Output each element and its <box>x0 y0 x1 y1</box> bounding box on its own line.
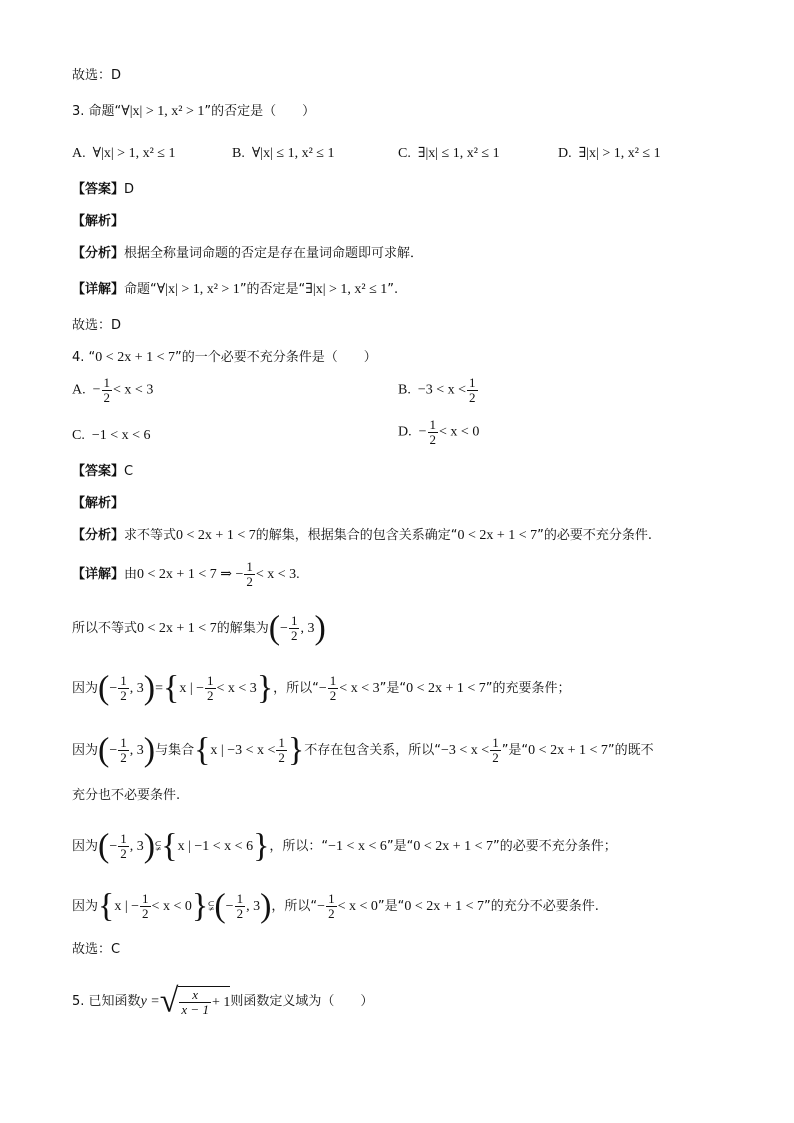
option-label: A. <box>72 146 86 161</box>
denominator: 2 <box>120 846 127 861</box>
option-label: D. <box>558 146 572 161</box>
solution-text: ”是“ <box>379 681 407 696</box>
denominator: 2 <box>236 906 244 921</box>
math-expression: 0 < 2x + 1 < 7 <box>457 528 538 543</box>
option-label: C. <box>72 428 85 443</box>
math-expression: < x < 3. <box>255 567 300 582</box>
question-number: 4. <box>72 350 85 365</box>
denominator: 2 <box>492 750 499 765</box>
analysis-text: 求不等式 <box>124 528 177 543</box>
math-expression: , 3 <box>300 621 315 636</box>
text-line <box>72 66 121 86</box>
math-expression: 0 < 2x + 1 < 7 <box>413 839 494 854</box>
denominator: 2 <box>142 906 149 921</box>
math-expression: 0 < 2x + 1 < 7 ⇒ − <box>137 567 244 582</box>
option-b <box>232 144 334 164</box>
denominator: x − 1 <box>181 1002 209 1017</box>
question-3 <box>72 102 315 122</box>
option-text: < x < 3 <box>113 382 154 398</box>
fraction <box>244 560 255 589</box>
numerator: 1 <box>329 673 337 688</box>
left-brace: { <box>194 731 211 769</box>
numerator: 1 <box>207 673 214 688</box>
option-c <box>398 144 500 164</box>
fraction <box>235 892 246 921</box>
sqrt-expression <box>159 982 231 1020</box>
math-expression: 0 < 2x + 1 < 7 <box>95 350 175 365</box>
fraction <box>118 674 129 703</box>
solution-text: ”是“ <box>377 899 405 914</box>
analysis-line <box>72 526 652 546</box>
option-d <box>398 418 479 447</box>
numerator: 1 <box>246 559 253 574</box>
math-expression: ∀|x| > 1, x² > 1 <box>156 282 240 297</box>
text-line <box>72 940 120 960</box>
detail-text: ”. <box>387 282 399 297</box>
solution-text: 与集合 <box>155 743 195 758</box>
denominator: 2 <box>120 688 127 703</box>
solution-text: 因为 <box>72 899 99 914</box>
math-expression: ∀|x| > 1, x² > 1 <box>121 104 205 119</box>
answer-tag: 【答案】 <box>72 464 125 479</box>
minus-sign: − <box>318 681 327 696</box>
comma: , 3 <box>129 681 144 696</box>
option-label: C. <box>398 146 411 161</box>
analysis-text: 的解集，根据集合的包含关系确定“ <box>255 528 458 543</box>
solution-text: 所以不等式 <box>72 621 138 636</box>
answer-line <box>72 462 133 482</box>
denominator: 2 <box>120 750 127 765</box>
fraction <box>276 736 287 765</box>
text-line <box>72 316 121 336</box>
math-expression: 0 < 2x + 1 < 7 <box>404 899 485 914</box>
numerator: 1 <box>290 613 298 628</box>
option-text: −3 < x < <box>417 382 467 398</box>
analysis-text: ”的必要不充分条件. <box>537 528 653 543</box>
solution-text: 因为 <box>72 839 99 854</box>
solution-line <box>72 669 571 707</box>
option-a <box>72 376 153 405</box>
detail-text: 命题“ <box>124 282 157 297</box>
math-expression: 0 < 2x + 1 < 7 <box>137 621 217 636</box>
left-paren: ( <box>98 731 110 769</box>
answer-tag: 【答案】 <box>72 182 125 197</box>
solution-line <box>72 887 599 925</box>
option-d <box>558 144 661 164</box>
right-brace: } <box>191 887 209 925</box>
analysis-line <box>72 244 423 264</box>
fraction <box>490 736 501 765</box>
fraction <box>326 892 337 921</box>
subset-symbol: ⫋ <box>155 839 162 854</box>
denominator: 2 <box>207 688 214 703</box>
math-expression: 0 < 2x + 1 < 7 <box>406 681 486 696</box>
right-paren: ) <box>143 669 156 707</box>
radicand <box>178 986 230 1017</box>
math-expression: < x < 3 <box>339 681 380 696</box>
fraction <box>467 376 478 405</box>
right-paren: ) <box>143 731 156 769</box>
option-text: ∃|x| > 1, x² ≤ 1 <box>578 146 661 161</box>
question-text: ”的否定是（ ） <box>204 104 316 119</box>
left-brace: { <box>162 669 180 707</box>
comma: , 3 <box>246 899 261 914</box>
option-a <box>72 144 175 164</box>
left-paren: ( <box>268 609 281 647</box>
solution-text: ”是“ <box>501 743 529 758</box>
denominator: 2 <box>328 906 335 921</box>
option-label: B. <box>398 382 411 398</box>
equals-sign: = <box>155 681 163 696</box>
math-expression: x | − <box>179 681 205 696</box>
numerator: 1 <box>142 891 149 906</box>
denominator: 2 <box>246 574 253 589</box>
solution-text: ”的必要不充分条件； <box>493 839 617 854</box>
solution-line <box>72 786 180 806</box>
option-label: D. <box>398 424 412 440</box>
numerator: 1 <box>120 673 127 688</box>
question-text: 已知函数 <box>88 994 141 1009</box>
left-paren: ( <box>98 827 110 865</box>
answer-line <box>72 180 134 200</box>
solution-text: ”的充分不必要条件. <box>484 899 599 914</box>
solution-text: ”是“ <box>386 839 414 854</box>
math-expression: ∃|x| > 1, x² ≤ 1 <box>305 282 388 297</box>
solution-text: 不存在包含关系，所以“ <box>304 743 441 758</box>
numerator: 1 <box>492 735 499 750</box>
option-label: B. <box>232 146 245 161</box>
solution-text: ，所以：“ <box>269 839 329 854</box>
detail-text: 由 <box>124 567 138 582</box>
denominator: 2 <box>429 432 437 447</box>
detail-line <box>72 280 398 300</box>
fraction <box>102 376 113 405</box>
option-text: < x < 0 <box>439 424 480 440</box>
detail-tag: 【详解】 <box>72 282 125 297</box>
option-text: ∃|x| ≤ 1, x² ≤ 1 <box>417 146 500 161</box>
fraction <box>118 736 129 765</box>
question-5 <box>72 982 374 1020</box>
answer-choice: 故选：D <box>72 318 122 333</box>
analysis-tag: 【解析】 <box>72 214 125 229</box>
minus-sign: − <box>280 621 288 636</box>
answer-value: C <box>124 464 134 479</box>
question-text: 命题“ <box>88 104 122 119</box>
analysis-heading <box>72 494 124 514</box>
numerator: 1 <box>278 735 285 750</box>
answer-choice: 故选：D <box>72 68 122 83</box>
option-c <box>72 426 151 446</box>
question-number: 3. <box>72 104 85 119</box>
numerator: 1 <box>103 375 111 390</box>
minus-sign: − <box>317 899 326 914</box>
comma: , 3 <box>129 743 144 758</box>
question-text: ”的一个必要不充分条件是（ ） <box>174 350 377 365</box>
minus-sign: − <box>225 899 234 914</box>
minus-sign: − <box>109 839 118 854</box>
solution-text: ”的既不 <box>607 743 654 758</box>
answer-choice: 故选：C <box>72 942 121 957</box>
analysis-tag: 【解析】 <box>72 496 125 511</box>
fraction <box>118 832 129 861</box>
fraction <box>289 614 300 643</box>
solution-text: 充分也不必要条件. <box>72 788 181 803</box>
numerator: 1 <box>469 375 476 390</box>
minus-sign: − <box>109 681 118 696</box>
solution-text: 因为 <box>72 743 99 758</box>
fraction <box>179 988 211 1017</box>
denominator: 2 <box>329 688 337 703</box>
numerator: 1 <box>236 891 244 906</box>
solution-text: ”的充要条件； <box>485 681 571 696</box>
left-brace: { <box>98 887 115 925</box>
solution-line <box>72 731 654 769</box>
analysis-sub-tag: 【分析】 <box>72 246 125 261</box>
numerator: 1 <box>328 891 335 906</box>
math-expression: < x < 3 <box>216 681 257 696</box>
numerator: x <box>179 988 211 1003</box>
denominator: 2 <box>469 390 476 405</box>
denominator: 2 <box>290 628 298 643</box>
question-number: 5. <box>72 994 85 1009</box>
minus-sign: − <box>418 424 427 440</box>
solution-text: ，所以“ <box>273 681 319 696</box>
numerator: 1 <box>120 831 127 846</box>
fraction <box>428 418 439 447</box>
comma: , 3 <box>129 839 144 854</box>
analysis-sub-tag: 【分析】 <box>72 528 125 543</box>
math-expression: 0 < 2x + 1 < 7 <box>528 743 608 758</box>
math-expression: y = <box>140 994 160 1009</box>
option-text: ∀|x| > 1, x² ≤ 1 <box>92 146 176 161</box>
analysis-heading <box>72 212 124 232</box>
right-paren: ) <box>260 887 272 925</box>
left-paren: ( <box>214 887 226 925</box>
detail-tag: 【详解】 <box>72 567 125 582</box>
solution-line <box>72 609 326 647</box>
right-brace: } <box>253 827 270 865</box>
numerator: 1 <box>429 417 437 432</box>
question-text: “ <box>88 350 96 365</box>
question-4 <box>72 348 377 368</box>
option-label: A. <box>72 382 86 398</box>
right-paren: ) <box>143 827 156 865</box>
option-b <box>398 376 479 405</box>
fraction <box>140 892 151 921</box>
question-text: 则函数定义域为（ ） <box>230 994 374 1009</box>
denominator: 2 <box>103 390 111 405</box>
solution-text: 因为 <box>72 681 99 696</box>
denominator: 2 <box>278 750 285 765</box>
right-brace: } <box>287 731 305 769</box>
fraction <box>205 674 216 703</box>
left-paren: ( <box>98 669 110 707</box>
detail-line <box>72 560 300 589</box>
math-expression: −3 < x < <box>441 743 490 758</box>
minus-sign: − <box>109 743 118 758</box>
analysis-text: 根据全称量词命题的否定是存在量词命题即可求解． <box>124 246 424 261</box>
minus-sign: − <box>92 382 101 398</box>
solution-line <box>72 827 617 865</box>
right-brace: } <box>256 669 274 707</box>
solution-text: 的解集为 <box>216 621 269 636</box>
solution-text: ，所以“ <box>271 899 318 914</box>
math-expression: < x < 0 <box>337 899 378 914</box>
math-expression: 0 < 2x + 1 < 7 <box>176 528 256 543</box>
math-expression: x | −3 < x < <box>210 743 276 758</box>
option-text: ∀|x| ≤ 1, x² ≤ 1 <box>251 146 335 161</box>
subset-symbol: ⫋ <box>208 899 215 914</box>
math-expression: x | − <box>114 899 140 914</box>
left-brace: { <box>161 827 178 865</box>
detail-text: ”的否定是“ <box>239 282 306 297</box>
math-expression: < x < 0 <box>151 899 192 914</box>
math-expression: x | −1 < x < 6 <box>177 839 254 854</box>
radical-sign: √ <box>159 982 179 1020</box>
math-expression: −1 < x < 6 <box>328 839 387 854</box>
math-expression: + 1 <box>211 995 231 1010</box>
fraction <box>328 674 339 703</box>
numerator: 1 <box>120 735 127 750</box>
answer-value: D <box>124 182 135 197</box>
right-paren: ) <box>314 609 326 647</box>
option-text: −1 < x < 6 <box>91 428 151 443</box>
